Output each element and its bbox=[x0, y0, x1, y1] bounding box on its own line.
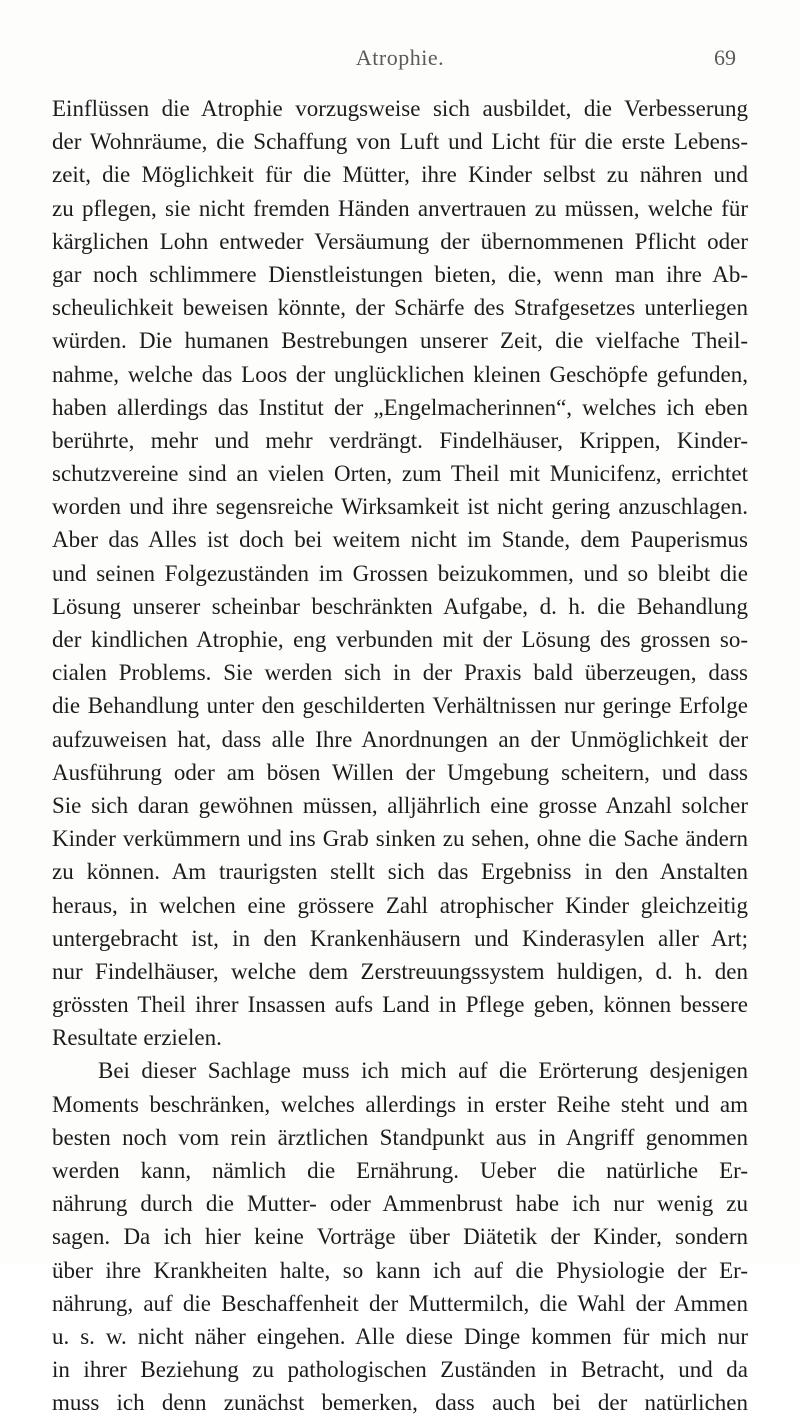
text-line: Aber das Alles ist doch bei weitem nicht im Stande, dem Pauperismus bbox=[52, 527, 748, 553]
text-line: cialen Problems. Sie werden sich in der Praxis bald überzeugen, dass bbox=[52, 660, 748, 686]
text-line: zeit, die Möglichkeit für die Mütter, ihre Kinder selbst zu nähren und bbox=[52, 162, 748, 188]
text-line: der Wohnräume, die Schaffung von Luft und Licht für die erste Lebens- bbox=[52, 129, 748, 155]
text-line: zu pflegen, sie nicht fremden Händen anvertrauen zu müssen, welche für bbox=[52, 195, 748, 221]
text-line: Kinder verkümmern und ins Grab sinken zu sehen, ohne die Sache ändern bbox=[52, 826, 748, 852]
text-line: haben allerdings das Institut der „Engelmacherinnen“, welches ich eben bbox=[52, 394, 748, 420]
text-line: worden und ihre segensreiche Wirksamkeit ist nicht gering anzuschlagen. bbox=[52, 494, 748, 520]
text-line: Bei dieser Sachlage muss ich mich auf die Erörterung desjenigen bbox=[98, 1058, 748, 1084]
body-text bbox=[52, 92, 748, 1420]
text-line: aufzuweisen hat, dass alle Ihre Anordnungen an der Unmöglichkeit der bbox=[52, 726, 748, 752]
text-line: Ausführung oder am bösen Willen der Umgebung scheitern, und dass bbox=[52, 759, 748, 785]
text-line: werden kann, nämlich die Ernährung. Ueber die natürliche Er- bbox=[52, 1158, 748, 1183]
text-line: kärglichen Lohn entweder Versäumung der übernommenen Pflicht oder bbox=[52, 228, 748, 254]
text-line: berührte, mehr und mehr verdrängt. Findelhäuser, Krippen, Kinder- bbox=[52, 427, 748, 453]
text-line: u. s. w. nicht näher eingehen. Alle diese Dinge kommen für mich nur bbox=[52, 1323, 748, 1349]
text-line: Moments beschränken, welches allerdings in erster Reihe steht und am bbox=[52, 1091, 748, 1117]
text-line: Sie sich daran gewöhnen müssen, alljährlich eine grosse Anzahl solcher bbox=[52, 792, 748, 818]
text-line: Einflüssen die Atrophie vorzugsweise sich ausbildet, die Verbesserung bbox=[52, 96, 748, 121]
text-line: würden. Die humanen Bestrebungen unserer Zeit, die vielfache Theil- bbox=[52, 328, 748, 354]
text-line: und seinen Folgezuständen im Grossen beizukommen, und so bleibt die bbox=[52, 560, 748, 586]
text-line: heraus, in welchen eine grössere Zahl atrophischer Kinder gleichzeitig bbox=[52, 892, 748, 918]
text-line: die Behandlung unter den geschilderten Verhältnissen nur geringe Erfolge bbox=[52, 693, 748, 719]
text-line: in ihrer Beziehung zu pathologischen Zuständen in Betracht, und da bbox=[52, 1357, 748, 1383]
text-line: nahme, welche das Loos der unglücklichen kleinen Geschöpfe gefunden, bbox=[52, 361, 748, 387]
text-line: nährung durch die Mutter- oder Ammenbrust habe ich nur wenig zu bbox=[52, 1191, 748, 1217]
text-line: untergebracht ist, in den Krankenhäusern und Kinderasylen aller Art; bbox=[52, 925, 748, 951]
running-title: Atrophie. bbox=[355, 45, 445, 70]
text-line: der kindlichen Atrophie, eng verbunden mit der Lösung des grossen so- bbox=[52, 627, 748, 652]
text-line: besten noch vom rein ärztlichen Standpunkt aus in Angriff genommen bbox=[52, 1124, 748, 1150]
text-line: sagen. Da ich hier keine Vorträge über Diätetik der Kinder, sondern bbox=[52, 1224, 748, 1250]
text-line: zu können. Am traurigsten stellt sich das Ergebniss in den Anstalten bbox=[52, 859, 748, 885]
text-line: nährung, auf die Beschaffenheit der Muttermilch, die Wahl der Ammen bbox=[52, 1290, 748, 1316]
text-line: Resultate erzielen. bbox=[52, 1025, 222, 1051]
text-line: muss ich denn zunächst bemerken, dass auch bei der natürlichen bbox=[52, 1390, 748, 1416]
text-line: grössten Theil ihrer Insassen aufs Land in Pflege geben, können bessere bbox=[52, 992, 748, 1018]
page-number: 69 bbox=[714, 45, 736, 70]
text-line: über ihre Krankheiten halte, so kann ich auf die Physiologie der Er- bbox=[52, 1257, 748, 1283]
text-line: nur Findelhäuser, welche dem Zerstreuungssystem huldigen, d. h. den bbox=[52, 958, 748, 984]
text-line: Lösung unserer scheinbar beschränkten Aufgabe, d. h. die Behandlung bbox=[52, 593, 748, 619]
text-line: scheulichkeit beweisen könnte, der Schärfe des Strafgesetzes unterliegen bbox=[52, 295, 748, 321]
text-line: schutzvereine sind an vielen Orten, zum Theil mit Municifenz, errichtet bbox=[52, 461, 748, 487]
text-line: gar noch schlimmere Dienstleistungen bieten, die, wenn man ihre Ab- bbox=[52, 261, 748, 287]
running-header bbox=[52, 45, 748, 75]
